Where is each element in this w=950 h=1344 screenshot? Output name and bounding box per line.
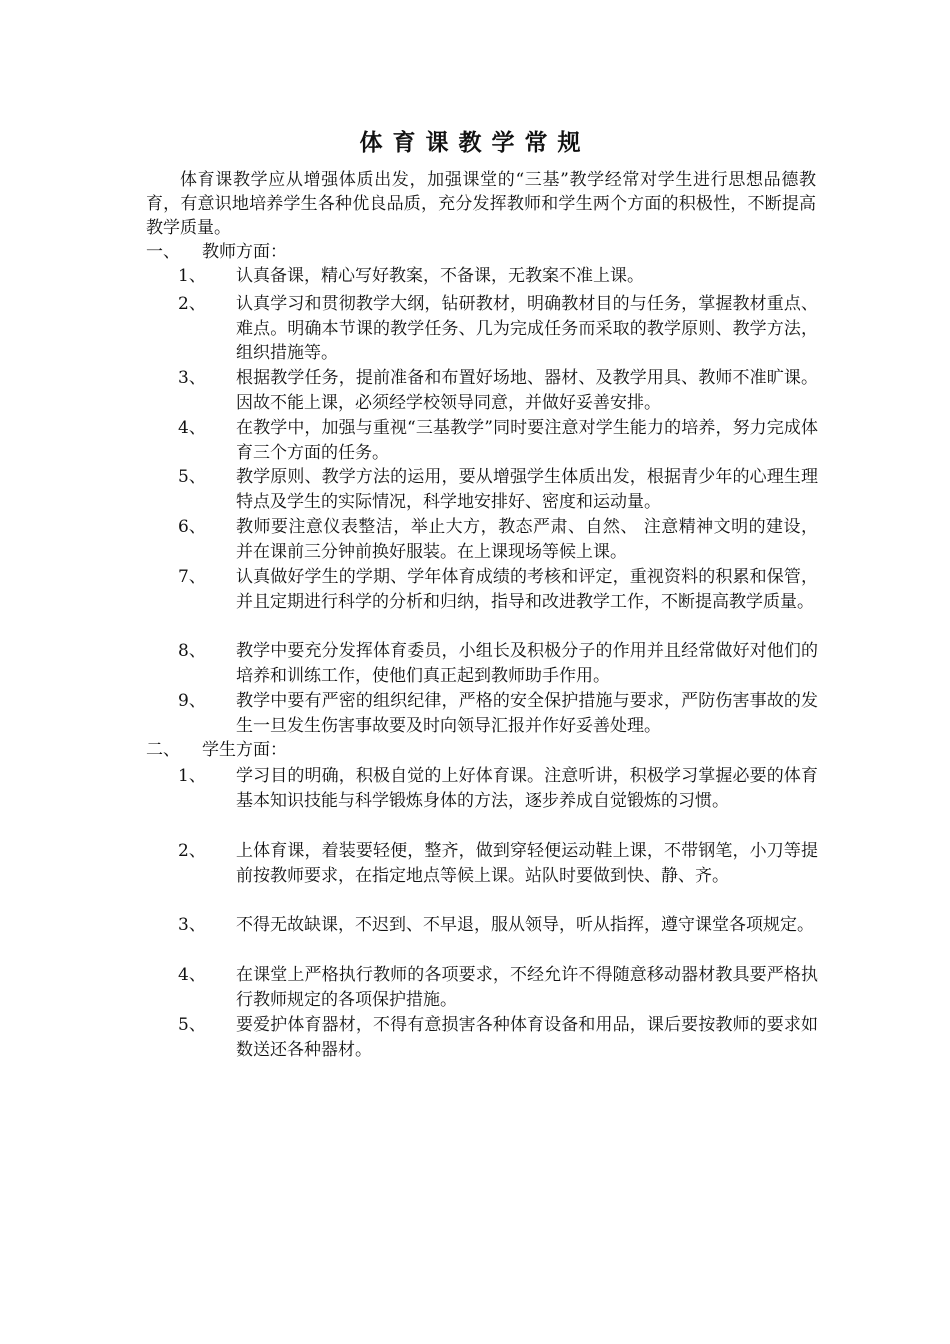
- list-item: [178, 565, 818, 614]
- list-item: [178, 913, 818, 938]
- item-number: 8、: [178, 641, 206, 661]
- item-number: 9、: [178, 691, 206, 711]
- list-item: [178, 764, 818, 813]
- item-text: 教学中要有严密的组织纪律，严格的安全保护措施与要求，严防伤害事故的发生一旦发生伤害事故要及时向领导汇报并作好妥善处理。: [236, 691, 818, 736]
- item-text: 认真做好学生的学期、学年体育成绩的考核和评定，重视资料的积累和保管，并且定期进行科学的分析和归纳，指导和改进教学工作，不断提高教学质量。: [236, 567, 818, 612]
- item-number: 5、: [178, 1015, 206, 1035]
- document-title: 体育课教学常规: [359, 129, 591, 156]
- item-text: 不得无故缺课，不迟到、不早退，服从领导，听从指挥，遵守课堂各项规定。: [236, 915, 814, 935]
- section-heading-teacher: [146, 240, 287, 264]
- section-number: 一、: [146, 242, 180, 262]
- item-text: 在教学中，加强与重视“三基教学”同时要注意对学生能力的培养，努力完成体育三个方面的任务。: [236, 418, 818, 463]
- section-heading-student: [146, 738, 287, 762]
- list-item: [178, 839, 818, 888]
- list-item: [178, 292, 818, 366]
- item-number: 6、: [178, 517, 206, 537]
- item-number: 2、: [178, 841, 206, 861]
- item-number: 2、: [178, 294, 206, 314]
- section-title: 学生方面：: [202, 740, 287, 760]
- item-number: 1、: [178, 266, 206, 286]
- item-number: 5、: [178, 467, 206, 487]
- list-item: [178, 366, 818, 415]
- item-number: 7、: [178, 567, 206, 587]
- item-number: 4、: [178, 965, 206, 985]
- list-item: [178, 465, 818, 514]
- item-text: 教学中要充分发挥体育委员，小组长及积极分子的作用并且经常做好对他们的培养和训练工作，使他们真正起到教师助手作用。: [236, 641, 818, 686]
- list-item: [178, 416, 818, 465]
- item-text: 学习目的明确，积极自觉的上好体育课。注意听讲，积极学习掌握必要的体育基本知识技能与科学锻炼身体的方法，逐步养成自觉锻炼的习惯。: [236, 766, 818, 811]
- item-text: 认真备课，精心写好教案，不备课，无教案不准上课。: [236, 266, 644, 286]
- list-item: [178, 689, 818, 738]
- item-text: 教师要注意仪表整洁，举止大方，教态严肃、自然、 注意精神文明的建设，并在课前三分钟前换好服装。在上课现场等候上课。: [236, 517, 818, 562]
- intro-paragraph: 体育课教学应从增强体质出发，加强课堂的“三基”教学经常对学生进行思想品德教育，有意识地培养学生各种优良品质，充分发挥教师和学生两个方面的积极性，不断提高教学质量。: [146, 170, 816, 238]
- item-number: 3、: [178, 915, 206, 935]
- section-number: 二、: [146, 740, 180, 760]
- list-item: [178, 1013, 818, 1062]
- item-number: 1、: [178, 766, 206, 786]
- list-item: [178, 264, 818, 289]
- item-number: 4、: [178, 418, 206, 438]
- item-text: 在课堂上严格执行教师的各项要求，不经允许不得随意移动器材教具要严格执行教师规定的各项保护措施。: [236, 965, 818, 1010]
- list-item: [178, 515, 818, 564]
- list-item: [178, 963, 818, 1012]
- item-text: 认真学习和贯彻教学大纲，钻研教材，明确教材目的与任务，掌握教材重点、难点。明确本节课的教学任务、几为完成任务而采取的教学原则、教学方法，组织措施等。: [236, 294, 818, 363]
- item-text: 根据教学任务，提前准备和布置好场地、器材、及教学用具、教师不准旷课。因故不能上课，必须经学校领导同意，并做好妥善安排。: [236, 368, 818, 413]
- item-text: 要爱护体育器材，不得有意损害各种体育设备和用品，课后要按教师的要求如数送还各种器材。: [236, 1015, 818, 1060]
- item-text: 上体育课，着装要轻便，整齐，做到穿轻便运动鞋上课，不带钢笔，小刀等提前按教师要求，在指定地点等候上课。站队时要做到快、静、齐。: [236, 841, 818, 886]
- section-title: 教师方面：: [202, 242, 287, 262]
- item-number: 3、: [178, 368, 206, 388]
- list-item: [178, 639, 818, 688]
- item-text: 教学原则、教学方法的运用，要从增强学生体质出发，根据青少年的心理生理特点及学生的实际情况，科学地安排好、密度和运动量。: [236, 467, 818, 512]
